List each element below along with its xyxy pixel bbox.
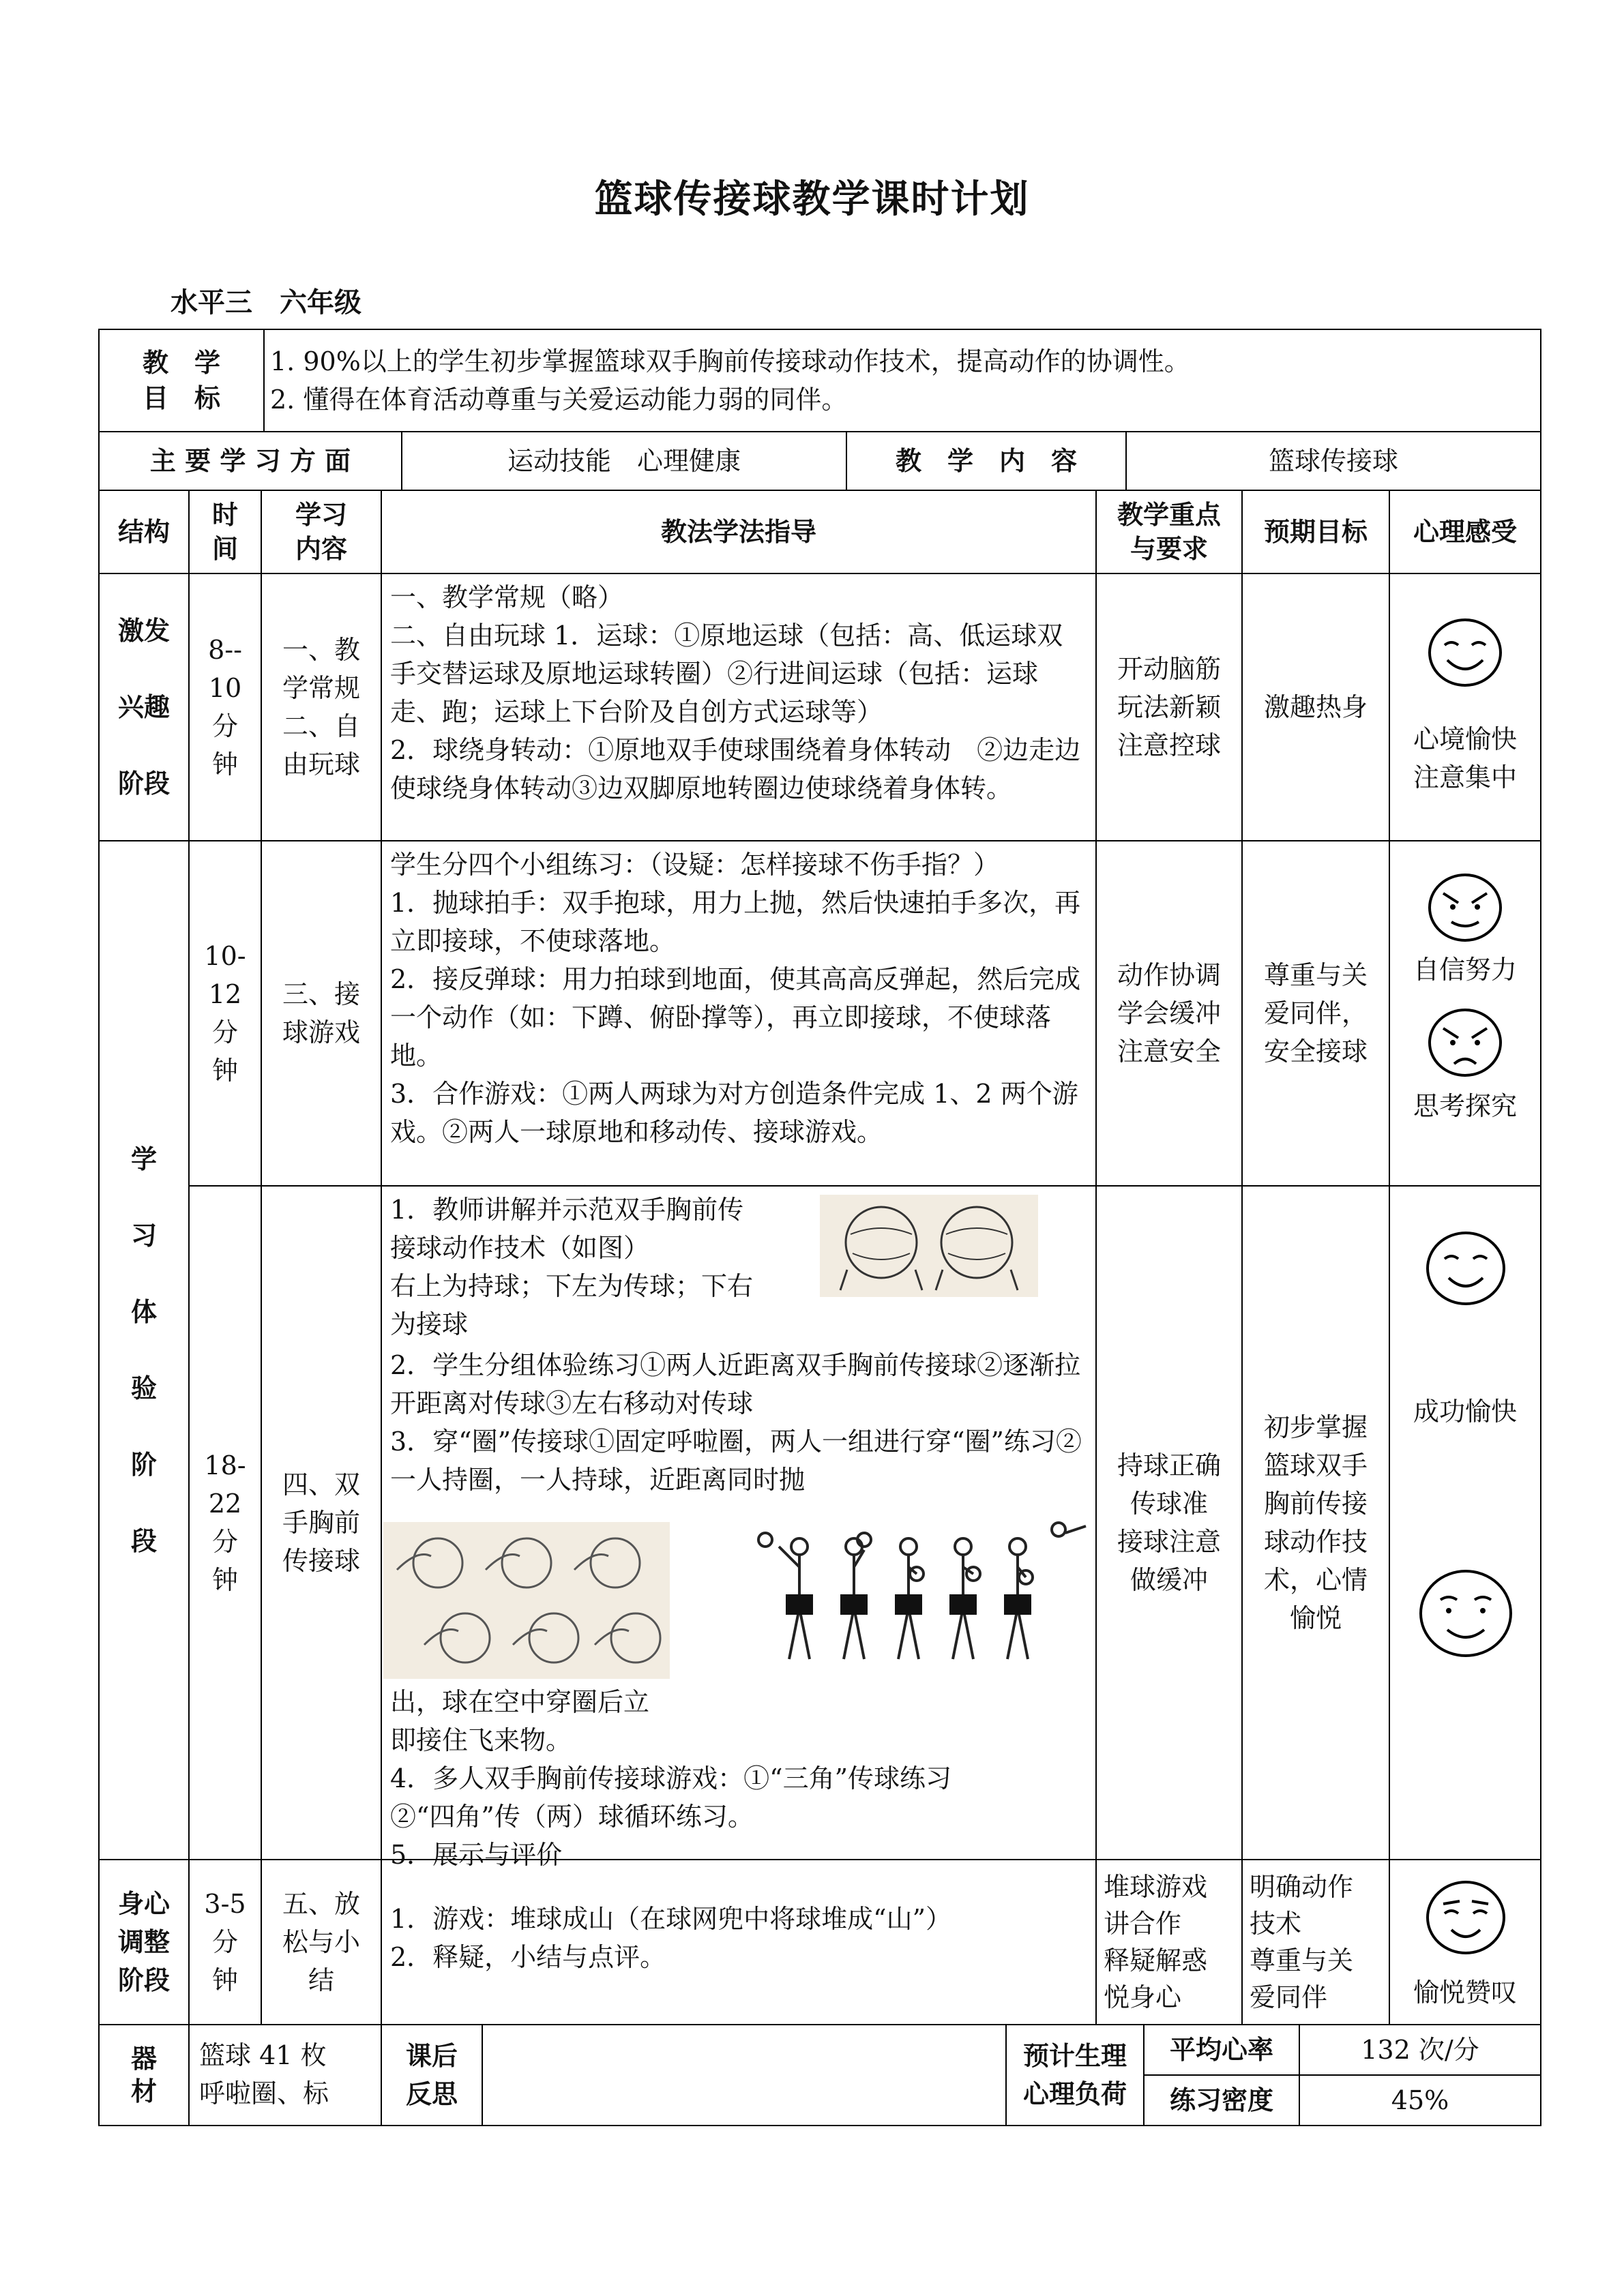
row3-feel: 成功愉快 bbox=[1413, 1397, 1517, 1427]
row1-feel: 心境愉快 注意集中 bbox=[1413, 724, 1517, 792]
header-method: 教法学法指导 bbox=[660, 516, 816, 547]
row2-feel-1: 自信努力 bbox=[1413, 955, 1517, 985]
stage-1: 激发 兴趣 阶段 bbox=[117, 615, 170, 799]
hand-position-illustration bbox=[383, 1522, 670, 1679]
row2-method: 学生分四个小组练习：（设疑：怎样接球不伤手指？） 1．抛球拍手：双手抱球，用力上抛，然后快速拍手多次，再立即接球，不使球落地。 2．接反弹球：用力拍球到地面，使其高高反弹起，然后完成一个动作（如：下蹲、俯卧撑等），再立即接球，不使球落地。 3．合作游戏：①两人两球为对方创造条件完成 1、2 两个游戏。②两人一球原地和移动传、接球游戏。 bbox=[390, 850, 1081, 1147]
stage-3: 身心 调整 阶段 bbox=[117, 1888, 170, 1995]
row3-key: 持球正确 传球准 接球注意 做缓冲 bbox=[1117, 1450, 1221, 1595]
row2-feel-cell bbox=[1390, 841, 1540, 1185]
row1-goal: 激趣热身 bbox=[1263, 692, 1368, 722]
row3-method-a: 1．教师讲解并示范双手胸前传 接球动作技术（如图） 右上为持球；下左为传球；下右 为接球 bbox=[390, 1195, 754, 1339]
row3-method-c: 出，球在空中穿圈后立 即接住飞来物。 4．多人双手胸前传接球游戏：①“三角”传球练习 ②“四角”传（两）球循环练习。 5．展示与评价 bbox=[390, 1687, 952, 1870]
content-value: 篮球传接球 bbox=[1268, 446, 1398, 476]
page-title: 篮球传接球教学课时计划 bbox=[594, 177, 1030, 222]
goals-label bbox=[100, 330, 263, 431]
row4-goal: 明确动作 技术 尊重与关 爱同伴 bbox=[1250, 1872, 1354, 2012]
footer-table bbox=[98, 2024, 1541, 2126]
grade-level: 水平三 六年级 bbox=[171, 286, 361, 318]
thinking-face-icon bbox=[1424, 1005, 1506, 1080]
density-value: 45% bbox=[1391, 2085, 1449, 2115]
heart-rate-value: 132 次/分 bbox=[1361, 2035, 1479, 2065]
header-time: 时 间 bbox=[211, 499, 238, 564]
row2-goal: 尊重与关 爱同伴， 安全接球 bbox=[1263, 960, 1368, 1067]
header-study: 学习 内容 bbox=[295, 499, 347, 564]
row2-study: 三、接 球游戏 bbox=[282, 979, 360, 1047]
row1-key: 开动脑筋 玩法新颖 注意控球 bbox=[1117, 654, 1221, 760]
header-key: 教学重点 与要求 bbox=[1117, 499, 1221, 564]
row3-goal: 初步掌握 篮球双手 胸前传接 球动作技 术，心情 愉悦 bbox=[1263, 1412, 1368, 1633]
goals-text bbox=[270, 342, 1532, 424]
aspects-label: 主 要 学 习 方 面 bbox=[149, 445, 351, 476]
density-label: 练习密度 bbox=[1169, 2085, 1273, 2115]
content-label: 教 学 内 容 bbox=[895, 445, 1077, 476]
content-face-icon bbox=[1415, 1566, 1517, 1661]
row4-feel: 愉悦赞叹 bbox=[1413, 1978, 1517, 2008]
load-label: 预计生理 心理负荷 bbox=[1022, 2040, 1127, 2109]
passing-sequence-illustration bbox=[738, 1512, 1093, 1690]
holding-ball-illustration bbox=[820, 1195, 1038, 1297]
row2-time: 10- 12 分 钟 bbox=[204, 941, 246, 1086]
heart-rate-label: 平均心率 bbox=[1169, 2034, 1273, 2065]
reflect-value[interactable] bbox=[483, 2025, 1005, 2125]
delighted-face-icon bbox=[1421, 1877, 1510, 1958]
happy-face-icon bbox=[1424, 615, 1506, 690]
goal-2: 2. 懂得在体育活动尊重与关爱运动能力弱的同伴。 bbox=[270, 385, 848, 415]
row1-time: 8-- 10 分 钟 bbox=[208, 635, 242, 779]
row4-time: 3-5 分 钟 bbox=[204, 1889, 246, 1995]
equip-label: 器 材 bbox=[130, 2043, 157, 2106]
lesson-table bbox=[98, 490, 1541, 2025]
header-goal: 预期目标 bbox=[1263, 516, 1368, 547]
row1-feel-cell bbox=[1390, 574, 1540, 840]
row3-time: 18- 22 分 钟 bbox=[204, 1450, 246, 1595]
reflect-label: 课后 反思 bbox=[405, 2040, 458, 2109]
row4-study: 五、放 松与小 结 bbox=[282, 1889, 360, 1995]
row3-method-b: 2．学生分组体验练习①两人近距离双手胸前传接球②逐渐拉开距离对传球③左右移动对传球 3．穿“圈”传接球①固定呼啦圈，两人一组进行穿“圈”练习②一人持圈，一人持球，近距离同时抛 bbox=[390, 1350, 1082, 1495]
row4-method: 1．游戏：堆球成山（在球网兜中将球堆成“山”） 2．释疑，小结与点评。 bbox=[390, 1904, 952, 1972]
stage-2: 学 习 体 验 阶 段 bbox=[130, 1144, 157, 1556]
determined-face-icon bbox=[1424, 870, 1506, 945]
row2-feel-2: 思考探究 bbox=[1413, 1091, 1517, 1121]
row3-study: 四、双 手胸前 传接球 bbox=[282, 1470, 360, 1576]
row3-feel-cell bbox=[1390, 1187, 1540, 1859]
goal-1: 1. 90%以上的学生初步掌握篮球双手胸前传接球动作技术，提高动作的协调性。 bbox=[270, 346, 1190, 376]
goals-table bbox=[98, 329, 1541, 432]
header-structure: 结构 bbox=[117, 516, 170, 547]
row1-study: 一、教 学常规 二、自 由玩球 bbox=[282, 635, 360, 779]
row4-feel-cell bbox=[1390, 1860, 1540, 2024]
goals-label-1: 教 学 bbox=[142, 347, 220, 378]
aspects-value: 运动技能 心理健康 bbox=[507, 446, 741, 476]
row2-key: 动作协调 学会缓冲 注意安全 bbox=[1117, 960, 1221, 1067]
row3-method-cell bbox=[383, 1187, 1093, 1870]
smile-face-icon bbox=[1421, 1227, 1510, 1309]
aspects-table bbox=[98, 431, 1541, 491]
header-feel: 心理感受 bbox=[1413, 516, 1517, 547]
row4-key: 堆球游戏 讲合作 释疑解惑 悦身心 bbox=[1104, 1872, 1208, 2012]
goals-label-2: 目 标 bbox=[142, 383, 220, 413]
equip-value: 篮球 41 枚 呼啦圈、标 bbox=[199, 2040, 329, 2108]
row1-method: 一、教学常规（略） 二、自由玩球 1．运球：①原地运球（包括：高、低运球双手交替运球及原地运球转圈）②行进间运球（包括：运球走、跑；运球上下台阶及自创方式运球等） 2．球绕身转动：①原地双手使球围绕着身体转动 ②边走边使球绕身体转动③边双脚原地转圈边使球绕着身体转。 bbox=[390, 582, 1081, 803]
